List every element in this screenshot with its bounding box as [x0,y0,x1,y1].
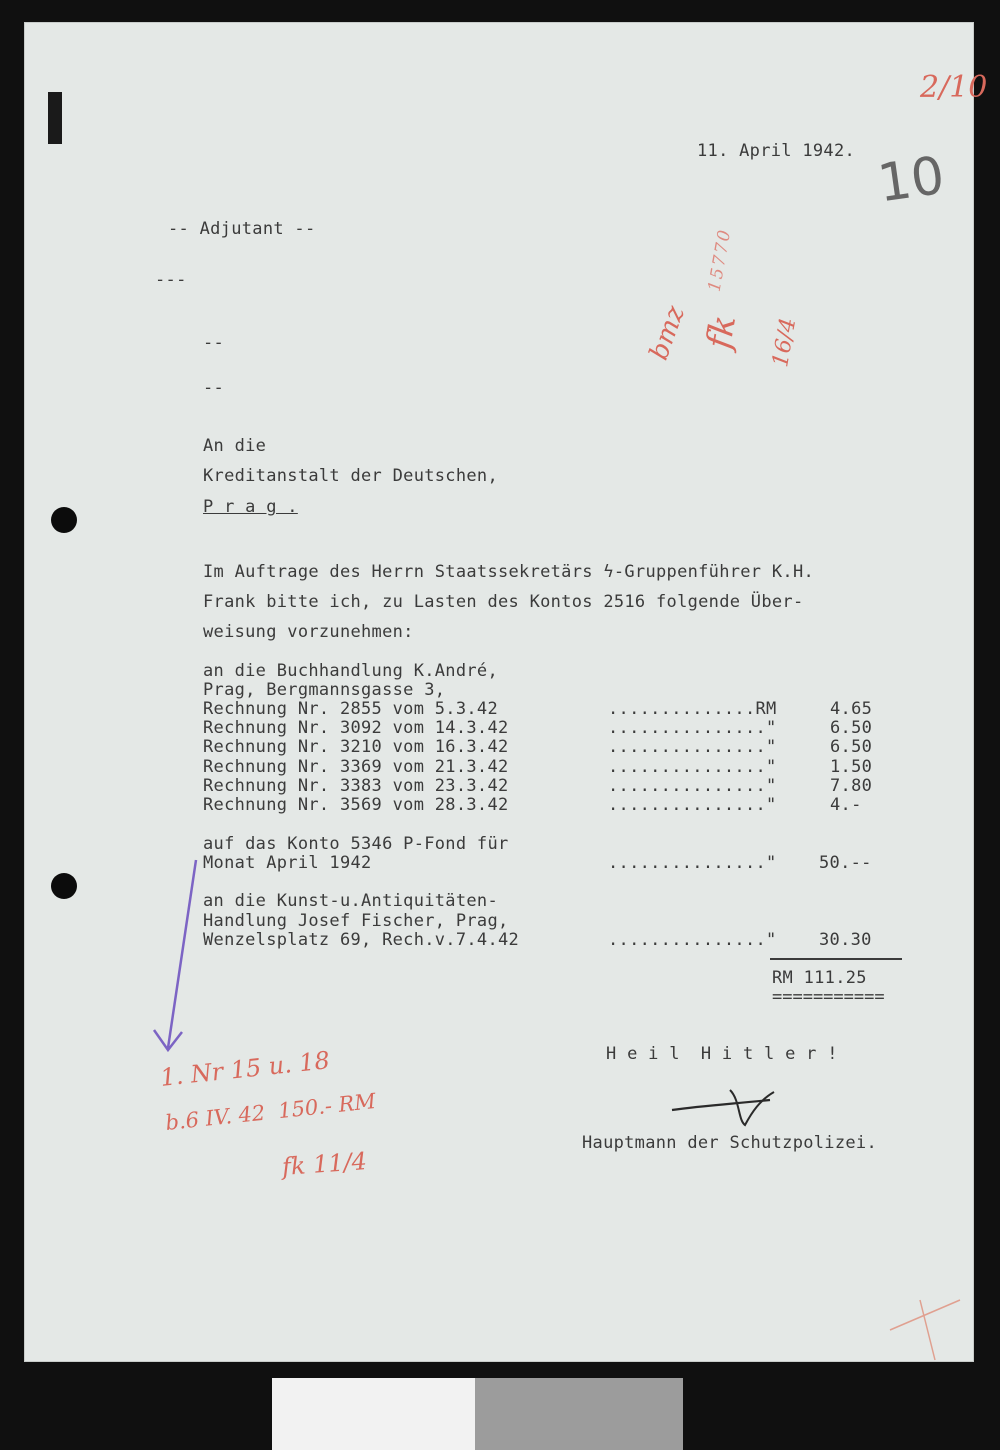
recipient-line: Handlung Josef Fischer, Prag, [203,911,509,931]
corner-cross-icon [920,1300,935,1360]
invoice-label: Rechnung Nr. 3369 vom 21.3.42 [203,757,509,777]
recipient-line: an die Buchhandlung K.André, [203,661,498,681]
signature-title: Hauptmann der Schutzpolizei. [582,1133,877,1153]
body-line: Frank bitte ich, zu Lasten des Kontos 2516 folgende Über- [203,592,804,612]
page-number-pencil: 10 [874,145,949,215]
corner-cross-icon [890,1300,960,1330]
invoice-amount: 6.50 [830,718,873,738]
stamp-number: 15770 [704,226,736,294]
dash-marker: -- [203,333,225,353]
red-annotation: fk [699,312,745,352]
scan-target-white [272,1378,475,1450]
recipient-line: an die Kunst-u.Antiquitäten- [203,891,498,911]
address-line: An die [203,436,267,456]
recipient-line: Prag, Bergmannsgasse 3, [203,680,446,700]
total-double-underline: =========== [772,987,885,1007]
invoice-amount: 4.65 [830,699,873,719]
invoice-amount: 4.- [830,795,862,815]
invoice-dots: ..............." [608,757,777,777]
antique-amount: 30.30 [819,930,872,950]
dash-marker: --- [155,270,187,290]
invoice-label: Rechnung Nr. 3383 vom 23.3.42 [203,776,509,796]
invoice-amount: 6.50 [830,737,873,757]
antique-dots: ..............." [608,930,777,950]
invoice-amount: 7.80 [830,776,873,796]
address-line: Kreditanstalt der Deutschen, [203,466,498,486]
invoice-label: Rechnung Nr. 2855 vom 5.3.42 [203,699,498,719]
invoice-dots: ..............." [608,776,777,796]
red-annotation: bmz [643,302,692,364]
body-line: weisung vorzunehmen: [203,622,414,642]
transfer-line: auf das Konto 5346 P-Fond für [203,834,509,854]
invoice-amount: 1.50 [830,757,873,777]
red-annotation: 16/4 [768,316,802,369]
red-annotation: fk 11/4 [281,1147,368,1181]
violet-arrow-icon [168,860,196,1048]
invoice-dots: ..............RM [608,699,777,719]
total-amount: RM 111.25 [772,968,867,988]
signature-mark-icon [730,1090,774,1125]
transfer-amount: 50.-- [819,853,872,873]
invoice-label: Rechnung Nr. 3092 vom 14.3.42 [203,718,509,738]
folio-number: 2/10 [920,70,988,105]
letter-date: 11. April 1942. [697,141,856,161]
scan-target-gray [475,1378,683,1450]
red-annotation: 1. Nr 15 u. 18 [159,1046,332,1092]
address-city: P r a g . [203,497,298,517]
transfer-dots: ..............." [608,853,777,873]
red-annotation: b.6 IV. 42 150.- RM [164,1089,377,1135]
recipient-line: Wenzelsplatz 69, Rech.v.7.4.42 [203,930,520,950]
invoice-dots: ..............." [608,718,777,738]
adjutant-line: -- Adjutant -- [168,219,316,239]
dash-marker: -- [203,378,225,398]
invoice-dots: ..............." [608,795,777,815]
transfer-line: Monat April 1942 [203,853,372,873]
invoice-label: Rechnung Nr. 3210 vom 16.3.42 [203,737,509,757]
body-line: Im Auftrage des Herrn Staatssekretärs ϟ-Gruppenführer K.H. [203,562,815,582]
greeting: H e i l H i t l e r ! [606,1044,838,1064]
clip-mark-icon [48,92,62,144]
invoice-label: Rechnung Nr. 3569 vom 28.3.42 [203,795,509,815]
invoice-dots: ..............." [608,737,777,757]
